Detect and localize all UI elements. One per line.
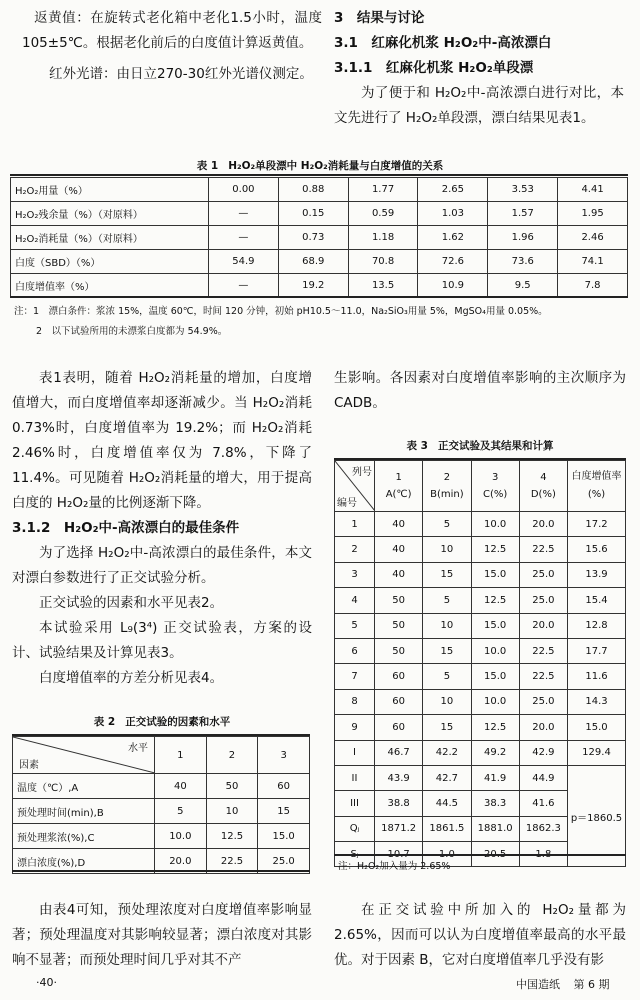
bottom-right-column — [334, 898, 626, 973]
table2-level-header: 2 — [206, 737, 258, 774]
table3-cell: 15.0 — [471, 664, 519, 689]
table2-row — [13, 824, 310, 849]
table3-calc-label: III — [335, 791, 375, 816]
table3-calc-cell: 1862.3 — [519, 816, 567, 841]
table2-cell: 10 — [206, 799, 258, 824]
table3-cell: 5 — [423, 588, 471, 613]
table3-calc-cell: 44.9 — [519, 765, 567, 790]
table3-col-num: 2 — [443, 472, 451, 483]
table1-cell: 70.8 — [348, 250, 418, 274]
table3-row-number: 1 — [335, 512, 375, 537]
table2-corner-factor: 因素 — [19, 760, 39, 771]
table1-row — [11, 250, 628, 274]
table1-cell: 0.59 — [348, 202, 418, 226]
table3-col-name: B(min) — [430, 489, 464, 500]
table3-cell: 10 — [423, 689, 471, 714]
table3-calc-cell: 38.8 — [375, 791, 423, 816]
table3-calc-row — [335, 765, 626, 790]
table2-factor-label: 预处理浆浓(%),C — [13, 824, 155, 849]
table3-cell: 10 — [423, 537, 471, 562]
table3-note: 注：H₂O₂加入量为 2.65% — [338, 861, 451, 872]
journal-footer — [516, 976, 610, 992]
table3-calc-cell: 1881.0 — [471, 816, 519, 841]
table3-rate-header: 白度增值率(%) — [568, 461, 626, 512]
table3-row-number: 7 — [335, 664, 375, 689]
table1-discussion-paragraph: 表1表明，随着 H₂O₂消耗量的增加，白度增值增大，而白度增值率却逐渐减少。当 H₂O₂消耗 0.73%时，白度增值率为 19.2%；而 H₂O₂消耗 2.46%时，白度增值率仅为 7.8%，下降了 11.4%。可见随着 H₂O₂消耗量的增大，用于提高白度的 H₂O₂量的比例逐渐下降。 — [12, 370, 312, 511]
table1-cell: 1.18 — [348, 226, 418, 250]
table1-cell: 4.41 — [558, 178, 628, 202]
table3-col-header — [519, 461, 567, 512]
ir-spectrum-paragraph: 红外光谱：由日立270-30红外光谱仪测定。 — [49, 66, 313, 82]
table1-cell: 13.5 — [348, 274, 418, 298]
table3-cell: 5 — [423, 512, 471, 537]
table2-level-header: 3 — [258, 737, 310, 774]
table3-cell: 50 — [375, 638, 423, 663]
table3-calc-cell: 49.2 — [471, 740, 519, 765]
table3-row-number: 5 — [335, 613, 375, 638]
table2 — [12, 736, 310, 874]
table3-cell: 25.0 — [519, 588, 567, 613]
table1-row — [11, 178, 628, 202]
table1-cell: 73.6 — [488, 250, 558, 274]
order-paragraph: 生影响。各因素对白度增值率影响的主次顺序为 CADB。 — [334, 370, 626, 411]
table1-cell: 0.00 — [209, 178, 279, 202]
table3-cell: 22.5 — [519, 537, 567, 562]
table3-cell: 20.0 — [519, 715, 567, 740]
table3-calc-label: I — [335, 740, 375, 765]
table3-rate-cell: 12.8 — [568, 613, 626, 638]
table3-calc-cell: 41.6 — [519, 791, 567, 816]
table2-factor-label: 预处理时间(min),B — [13, 799, 155, 824]
top-left-column — [22, 6, 322, 87]
table1-cell: 68.9 — [278, 250, 348, 274]
table3-sum-cell: 129.4 — [568, 740, 626, 765]
design-paragraph: 本试验采用 L₉(3⁴) 正交试验表，方案的设计、试验结果及计算见表3。 — [12, 620, 312, 661]
table2-factor-label: 漂白浓度(%),D — [13, 849, 155, 874]
table1-cell: 2.46 — [558, 226, 628, 250]
table1-cell: 1.77 — [348, 178, 418, 202]
section-heading-3-1-2: 3.1.2 H₂O₂中-高浓漂白的最佳条件 — [12, 520, 240, 536]
table3-cell: 10.0 — [471, 689, 519, 714]
table1-row-label: 白度增值率（%） — [11, 274, 209, 298]
table1-cell: — — [209, 202, 279, 226]
table2-factor-label: 温度（℃）,A — [13, 774, 155, 799]
table3-cell: 25.0 — [519, 689, 567, 714]
table3-col-num: 4 — [540, 472, 547, 483]
table1-cell: — — [209, 226, 279, 250]
table2-title: 正交试验的因素和水平 — [125, 716, 231, 728]
table3-cell: 12.5 — [471, 715, 519, 740]
table2-corner-level: 水平 — [128, 743, 148, 754]
table2-bottom-rule — [12, 870, 310, 872]
table2-cell: 5 — [155, 799, 207, 824]
table3-calc-cell: 42.7 — [423, 765, 471, 790]
table3-corner-number: 编号 — [337, 498, 357, 509]
table2-cell: 15 — [258, 799, 310, 824]
table3-row-number: 4 — [335, 588, 375, 613]
table1-row — [11, 274, 628, 298]
variance-paragraph: 白度增值率的方差分析见表4。 — [39, 670, 224, 686]
table1-cell: 9.5 — [488, 274, 558, 298]
journal-name: 中国造纸 — [516, 978, 560, 991]
table3-calc-cell: 42.2 — [423, 740, 471, 765]
table3-rate-cell: 15.0 — [568, 715, 626, 740]
table3-col-header — [375, 461, 423, 512]
table3-col-num: 3 — [491, 472, 499, 483]
table3-rate-cell: 13.9 — [568, 562, 626, 587]
table3-cell: 50 — [375, 588, 423, 613]
table1-cell: 1.57 — [488, 202, 558, 226]
table3-row-number: 9 — [335, 715, 375, 740]
table3-row-number: 3 — [335, 562, 375, 587]
table3-calc-cell: 1871.2 — [375, 816, 423, 841]
table3 — [334, 460, 626, 867]
table1-bottom-rule — [10, 296, 628, 298]
table3-cell: 5 — [423, 664, 471, 689]
table1-cell: 1.95 — [558, 202, 628, 226]
table3-rate-cell: 14.3 — [568, 689, 626, 714]
table1-caption — [0, 158, 640, 173]
table3-rate-cell: 11.6 — [568, 664, 626, 689]
table1-cell: 54.9 — [209, 250, 279, 274]
table4-discussion-paragraph: 由表4可知，预处理浓度对白度增值率影响显著；预处理温度对其影响较显著；漂白浓度对其影响不显著；而预处理时间几乎对其不产 — [12, 902, 312, 968]
table1-cell: 19.2 — [278, 274, 348, 298]
table3-row — [335, 715, 626, 740]
bottom-left-column — [12, 898, 312, 973]
table3-cell: 10.0 — [471, 512, 519, 537]
table3-calc-cell: 44.5 — [423, 791, 471, 816]
table1-cell: 74.1 — [558, 250, 628, 274]
table2-cell: 15.0 — [258, 824, 310, 849]
table3-col-name: C(%) — [482, 489, 508, 500]
section-heading-3: 3 结果与讨论 — [334, 10, 425, 26]
table2-row — [13, 774, 310, 799]
table3-calc-cell: 43.9 — [375, 765, 423, 790]
table1-top-rule — [10, 174, 628, 176]
table3-cell: 25.0 — [519, 562, 567, 587]
table3-cell: 60 — [375, 664, 423, 689]
top-right-column — [334, 6, 624, 131]
table1-row-label: H₂O₂用量（%） — [11, 178, 209, 202]
table3-row — [335, 588, 626, 613]
table3-row — [335, 689, 626, 714]
table3-cell: 22.5 — [519, 664, 567, 689]
table3-row-number: 8 — [335, 689, 375, 714]
table3-cell: 20.0 — [519, 512, 567, 537]
table3-row — [335, 638, 626, 663]
table1-row-label: H₂O₂消耗量（%）（对原料） — [11, 226, 209, 250]
table3-calc-cell: 42.9 — [519, 740, 567, 765]
table3-calc-cell: 38.3 — [471, 791, 519, 816]
table1-cell: 0.88 — [278, 178, 348, 202]
table3-row — [335, 562, 626, 587]
table1-row — [11, 202, 628, 226]
table1-row-label: H₂O₂残余量（%）（对原料） — [11, 202, 209, 226]
table2-cell: 40 — [155, 774, 207, 799]
table3-row — [335, 664, 626, 689]
table1-cell: 7.8 — [558, 274, 628, 298]
factors-paragraph: 正交试验的因素和水平见表2。 — [39, 595, 224, 611]
table1-cell: 0.73 — [278, 226, 348, 250]
aging-method-paragraph: 返黄值：在旋转式老化箱中老化1.5小时，温度105±5℃。根据老化前后的白度值计算返黄值。 — [22, 10, 322, 51]
table3-cell: 15 — [423, 638, 471, 663]
table3-row — [335, 613, 626, 638]
table2-cell: 22.5 — [206, 849, 258, 874]
table3-row — [335, 512, 626, 537]
table1-row — [11, 226, 628, 250]
table1-cell: 1.96 — [488, 226, 558, 250]
table2-caption — [12, 714, 312, 729]
table3-col-header — [423, 461, 471, 512]
table3-corner — [335, 461, 375, 512]
table3-cell: 12.5 — [471, 588, 519, 613]
table2-label: 表 2 — [93, 716, 116, 728]
table3-row-number: 2 — [335, 537, 375, 562]
table1-label: 表 1 — [196, 160, 219, 172]
single-stage-paragraph: 为了便于和 H₂O₂中-高浓漂白进行对比，本文先进行了 H₂O₂单段漂，漂白结果见表1。 — [334, 85, 624, 126]
table1-cell: 1.62 — [418, 226, 488, 250]
table3-cell: 15 — [423, 562, 471, 587]
table3-col-header — [471, 461, 519, 512]
table3-cell: 60 — [375, 689, 423, 714]
table2-level-header: 1 — [155, 737, 207, 774]
table3-rate-cell: 15.6 — [568, 537, 626, 562]
issue-number: 第 6 期 — [573, 978, 610, 991]
table3-cell: 40 — [375, 537, 423, 562]
table2-cell: 20.0 — [155, 849, 207, 874]
table3-cell: 40 — [375, 562, 423, 587]
table3-rate-cell: 17.7 — [568, 638, 626, 663]
h2o2-dosage-paragraph: 在正交试验中所加入的 H₂O₂量都为 2.65%，因而可以认为白度增值率最高的水平最优。对于因素 B，它对白度增值率几乎没有影 — [334, 902, 626, 968]
table3-calc-row — [335, 740, 626, 765]
table2-cell: 12.5 — [206, 824, 258, 849]
table1-note-2: 2 以下试验所用的未漂浆白度都为 54.9%。 — [36, 326, 228, 337]
table2-corner — [13, 737, 155, 774]
table3-caption — [334, 438, 626, 453]
table1 — [10, 177, 628, 298]
table3-col-num: 1 — [395, 472, 402, 483]
table3-col-name: D(%) — [530, 489, 556, 500]
table3-cell: 22.5 — [519, 638, 567, 663]
table3-cell: 20.0 — [519, 613, 567, 638]
table3-rate-cell: 15.4 — [568, 588, 626, 613]
table3-corner-column: 列号 — [352, 467, 372, 478]
table3-cell: 15 — [423, 715, 471, 740]
table3-calc-cell: 41.9 — [471, 765, 519, 790]
table1-cell: 10.9 — [418, 274, 488, 298]
table2-cell: 10.0 — [155, 824, 207, 849]
table3-label: 表 3 — [406, 440, 428, 452]
table1-cell: 0.15 — [278, 202, 348, 226]
table3-row — [335, 537, 626, 562]
mid-right-column — [334, 366, 626, 416]
table2-cell: 60 — [258, 774, 310, 799]
table3-cell: 10.0 — [471, 638, 519, 663]
section-heading-3-1-1: 3.1.1 红麻化机浆 H₂O₂单段漂 — [334, 60, 534, 76]
table1-cell: 72.6 — [418, 250, 488, 274]
table3-cell: 12.5 — [471, 537, 519, 562]
table3-col-name: A(℃) — [385, 489, 412, 500]
table3-cell: 60 — [375, 715, 423, 740]
table1-cell: 3.53 — [488, 178, 558, 202]
table2-row — [13, 799, 310, 824]
table3-calc-cell: 46.7 — [375, 740, 423, 765]
table3-row-number: 6 — [335, 638, 375, 663]
table1-cell: — — [209, 274, 279, 298]
table1-notes — [14, 302, 624, 342]
page-number: ·40· — [36, 976, 57, 989]
table3-calc-label: II — [335, 765, 375, 790]
table1-cell: 2.65 — [418, 178, 488, 202]
table3-calc-label: Qⱼ — [335, 816, 375, 841]
table2-cell: 50 — [206, 774, 258, 799]
table3-title: 正交试验及其结果和计算 — [437, 440, 554, 452]
table3-p-cell: p＝1860.5 — [568, 765, 626, 867]
table3-rate-cell: 17.2 — [568, 512, 626, 537]
orthogonal-intro-paragraph: 为了选择 H₂O₂中-高浓漂白的最佳条件，本文对漂白参数进行了正交试验分析。 — [12, 545, 312, 586]
table1-title: H₂O₂单段漂中 H₂O₂消耗量与白度增值的关系 — [228, 160, 444, 172]
table3-cell: 50 — [375, 613, 423, 638]
table2-cell: 25.0 — [258, 849, 310, 874]
table3-cell: 15.0 — [471, 562, 519, 587]
table3-calc-cell: 1861.5 — [423, 816, 471, 841]
table3-bottom-rule — [334, 854, 626, 856]
table3-cell: 40 — [375, 512, 423, 537]
table1-cell: 1.03 — [418, 202, 488, 226]
table1-row-label: 白度（SBD）（%） — [11, 250, 209, 274]
table3-cell: 15.0 — [471, 613, 519, 638]
table1-note-1: 注：1 漂白条件：浆浓 15%，温度 60℃，时间 120 分钟，初始 pH10.5～11.0，Na₂SiO₃用量 5%，MgSO₄用量 0.05%。 — [14, 306, 548, 317]
table3-cell: 10 — [423, 613, 471, 638]
section-heading-3-1: 3.1 红麻化机浆 H₂O₂中-高浓漂白 — [334, 35, 552, 51]
mid-left-column — [12, 366, 312, 691]
